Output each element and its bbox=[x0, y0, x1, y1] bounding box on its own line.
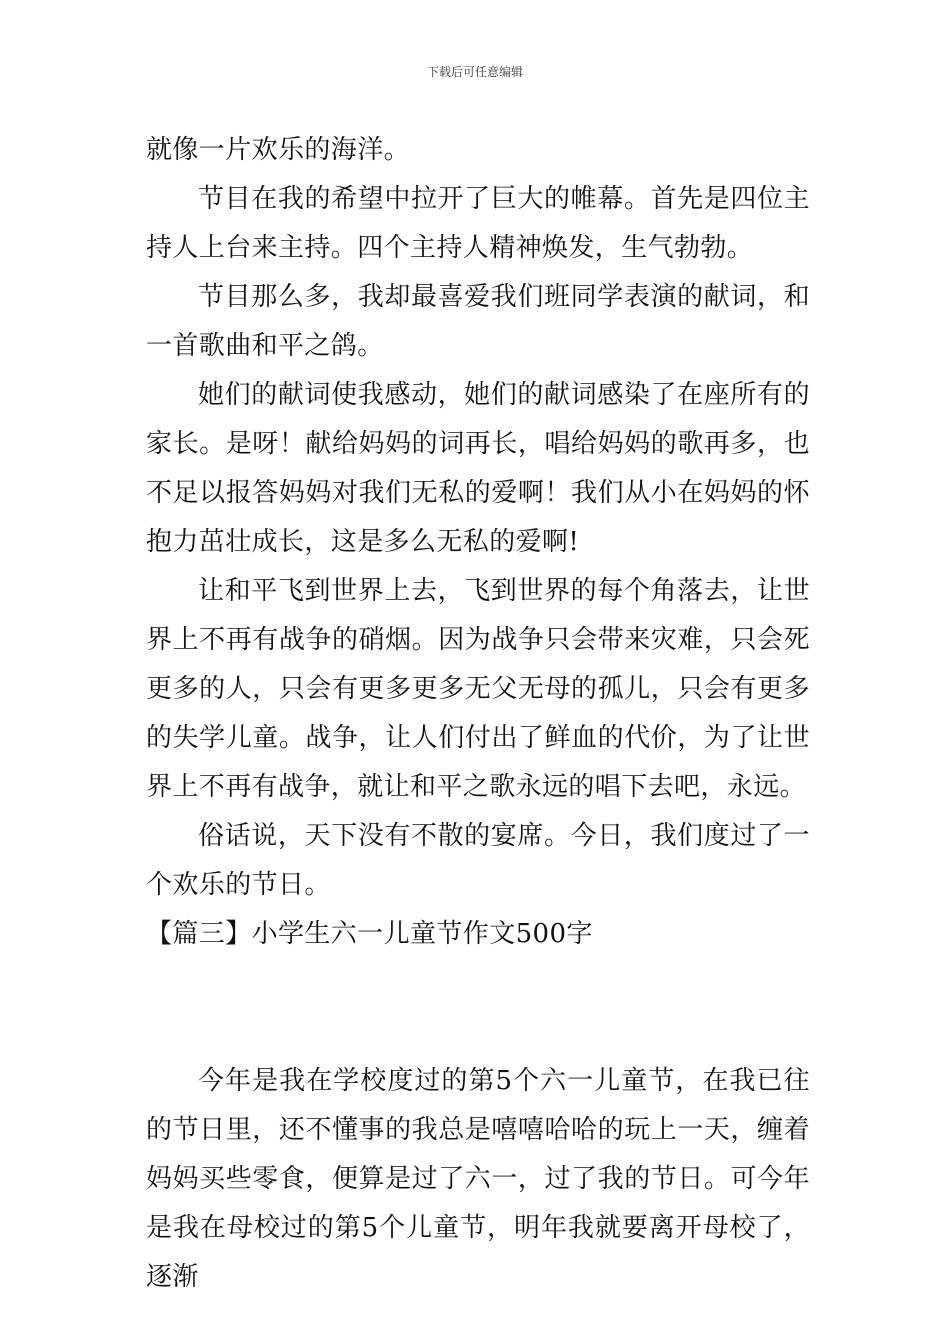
paragraph-program-opening: 节目在我的希望中拉开了巨大的帷幕。首先是四位主持人上台来主持。四个主持人精神焕发，生气勃勃。 bbox=[146, 184, 810, 263]
paragraph-this-year: 今年是我在学校度过的第5个六一儿童节，在我已往的节日里，还不懂事的我总是嘻嘻哈哈的玩上一天，缠着妈妈买些零食，便算是过了六一，过了我的节日。可今年是我在母校过的第5个儿童节，明年我就要离开母校了，逐渐 bbox=[146, 1066, 810, 1292]
paragraph-continuation: 就像一片欢乐的海洋。 bbox=[146, 135, 411, 165]
page-header-note: 下载后可任意编辑 bbox=[426, 65, 523, 79]
paragraph-favorite-program: 节目那么多，我却最喜爱我们班同学表演的献词，和一首歌曲和平之鸽。 bbox=[146, 282, 810, 361]
section-heading: 【篇三】小学生六一儿童节作文500字 bbox=[146, 919, 593, 949]
paragraph-dedication: 她们的献词使我感动，她们的献词感染了在座所有的家长。是呀！献给妈妈的词再长，唱给妈妈的歌再多，也不足以报答妈妈对我们无私的爱啊！我们从小在妈妈的怀抱力茁壮成长，这是多么无私的爱啊! bbox=[146, 380, 810, 557]
paragraph-farewell: 俗话说，天下没有不散的宴席。今日，我们度过了一个欢乐的节日。 bbox=[146, 821, 810, 900]
paragraph-peace: 让和平飞到世界上去，飞到世界的每个角落去，让世界上不再有战争的硝烟。因为战争只会带来灾难，只会死更多的人，只会有更多更多无父无母的孤儿，只会有更多的失学儿童。战争，让人们付出了鲜血的代价，为了让世界上不再有战争，就让和平之歌永远的唱下去吧，永远。 bbox=[146, 576, 810, 802]
section-spacer bbox=[146, 959, 810, 1057]
document-body bbox=[146, 126, 810, 1302]
